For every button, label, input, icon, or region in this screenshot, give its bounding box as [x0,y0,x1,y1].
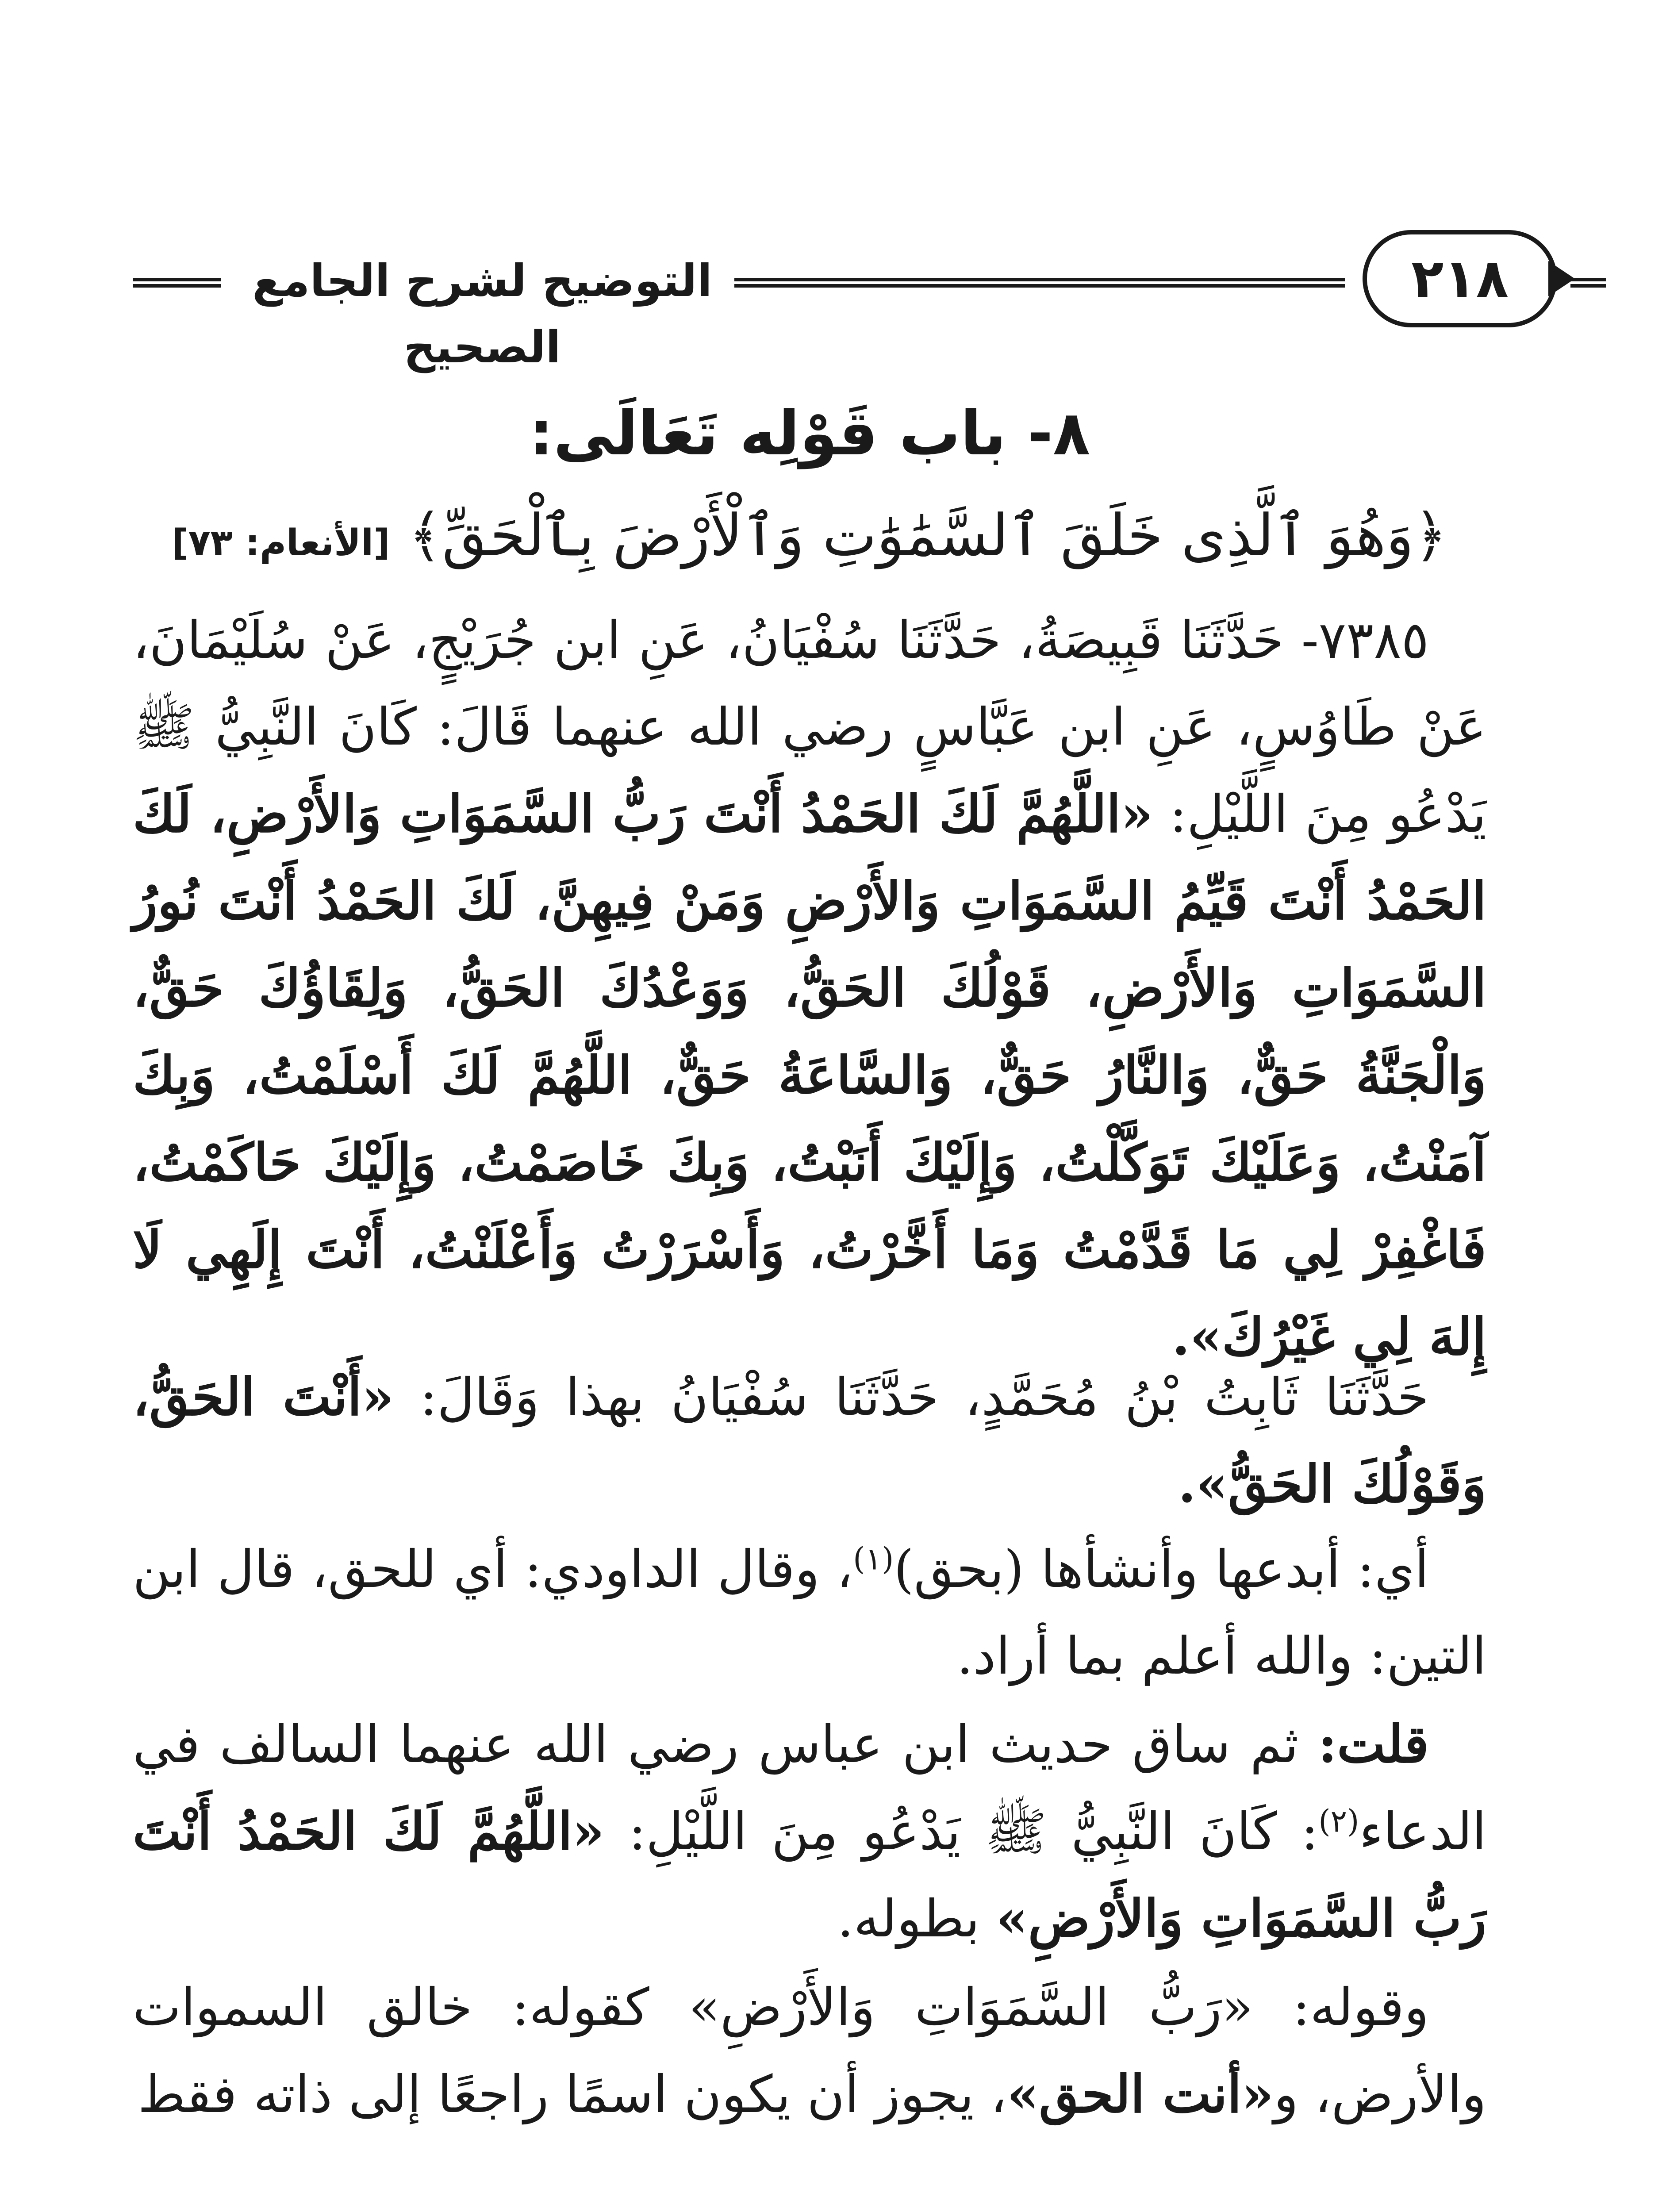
header-rule-left [133,278,221,288]
quran-verse-line [133,491,1486,588]
quran-verse-reference: [الأنعام: ٧٣] [172,522,390,564]
running-title: التوضيح لشرح الجامع الصحيح [252,255,712,373]
hadith-second-chain: حَدَّثَنَا ثَابِتُ بْنُ مُحَمَّدٍ، حَدَّثَنَا سُفْيَانُ بهذا وَقَالَ: [420,1367,1429,1427]
commentary-3-quote: «أنت الحق» [1007,2064,1274,2124]
commentary-paragraph-2 [133,1701,1486,1962]
commentary-paragraph-3 [133,1964,1486,2138]
commentary-1-text-a: أي: أبدعها وأنشأها (بحق) [894,1540,1429,1599]
commentary-2-label: قلت: [1318,1714,1429,1774]
commentary-2-text-a: ثم ساق حديث ابن عباس رضي الله عنهما السالف في الدعاء [133,1715,1486,1862]
commentary-paragraph-1 [133,1526,1486,1700]
commentary-2-quote: «اللَّهُمَّ لَكَ الحَمْدُ أَنْتَ رَبُّ السَّمَوَاتِ وَالأَرْضِ» [133,1801,1486,1949]
commentary-3-text-b: ، يجوز أن يكون اسمًا راجعًا إلى ذاته فقط [138,2065,1007,2124]
commentary-3-text-a: وقوله: «رَبُّ السَّمَوَاتِ وَالأَرْضِ» كقوله: خالق السموات والأرض، و [133,1978,1486,2124]
footnote-ref-2[interactable]: (٢) [1318,1803,1359,1839]
section-heading: ٨- باب قَوْلِه تَعَالَى: [529,398,1090,469]
commentary-2-text-c: بطوله. [837,1889,996,1949]
hadith-main-chain: ٧٣٨٥- حَدَّثَنَا قَبِيصَةُ، حَدَّثَنَا سُفْيَانُ، عَنِ ابن جُرَيْجٍ، عَنْ سُلَيْمَانَ، عَنْ طَاوُسٍ، عَنِ ابن عَبَّاسٍ رضي الله عنهما قَالَ: كَانَ النَّبِيُّ ﷺ يَدْعُو مِنَ اللَّيْلِ: [133,611,1486,844]
quran-verse-text: ﴿وَهُوَ ٱلَّذِى خَلَقَ ٱلسَّمَٰوَٰتِ وَٱلْأَرْضَ بِٱلْحَقِّ﴾ [408,502,1447,569]
footnote-ref-1[interactable]: (١) [853,1540,894,1577]
hadith-second [133,1354,1486,1528]
hadith-main [133,597,1486,1381]
page-header [133,230,1509,373]
commentary-1-text-b: ، وقال الداودي: أي للحق، قال ابن التين: والله أعلم بما أراد. [133,1540,1486,1686]
header-rule-right [1570,278,1606,288]
hadith-second-text: «أَنْتَ الحَقُّ، وَقَوْلُكَ الحَقُّ». [133,1367,1486,1514]
page-number: ٢١٨ [1363,230,1557,327]
hadith-main-text: «اللَّهُمَّ لَكَ الحَمْدُ أَنْتَ رَبُّ السَّمَوَاتِ وَالأَرْضِ، لَكَ الحَمْدُ أَنْتَ قَيِّمُ السَّمَوَاتِ وَالأَرْضِ وَمَنْ فِيهِنَّ، لَكَ الحَمْدُ أَنْتَ نُورُ السَّمَوَاتِ وَالأَرْضِ، قَوْلُكَ الحَقُّ، وَوَعْدُكَ الحَقُّ، وَلِقَاؤُكَ حَقٌّ، وَالْجَنَّةُ حَقٌّ، وَالنَّارُ حَقٌّ، وَالسَّاعَةُ حَقٌّ، اللَّهُمَّ لَكَ أَسْلَمْتُ، وَبِكَ آمَنْتُ، وَعَلَيْكَ تَوَكَّلْتُ، وَإِلَيْكَ أَنَبْتُ، وَبِكَ خَاصَمْتُ، وَإِلَيْكَ حَاكَمْتُ، فَاغْفِرْ لِي مَا قَدَّمْتُ وَمَا أَخَّرْتُ، وَأَسْرَرْتُ وَأَعْلَنْتُ، أَنْتَ إِلَهِي لَا إِلهَ لِي غَيْرُكَ». [133,784,1486,1367]
commentary-2-text-b: : كَانَ النَّبِيُّ ﷺ يَدْعُو مِنَ اللَّيْلِ: [604,1802,1319,1862]
header-rule-middle [734,278,1345,288]
